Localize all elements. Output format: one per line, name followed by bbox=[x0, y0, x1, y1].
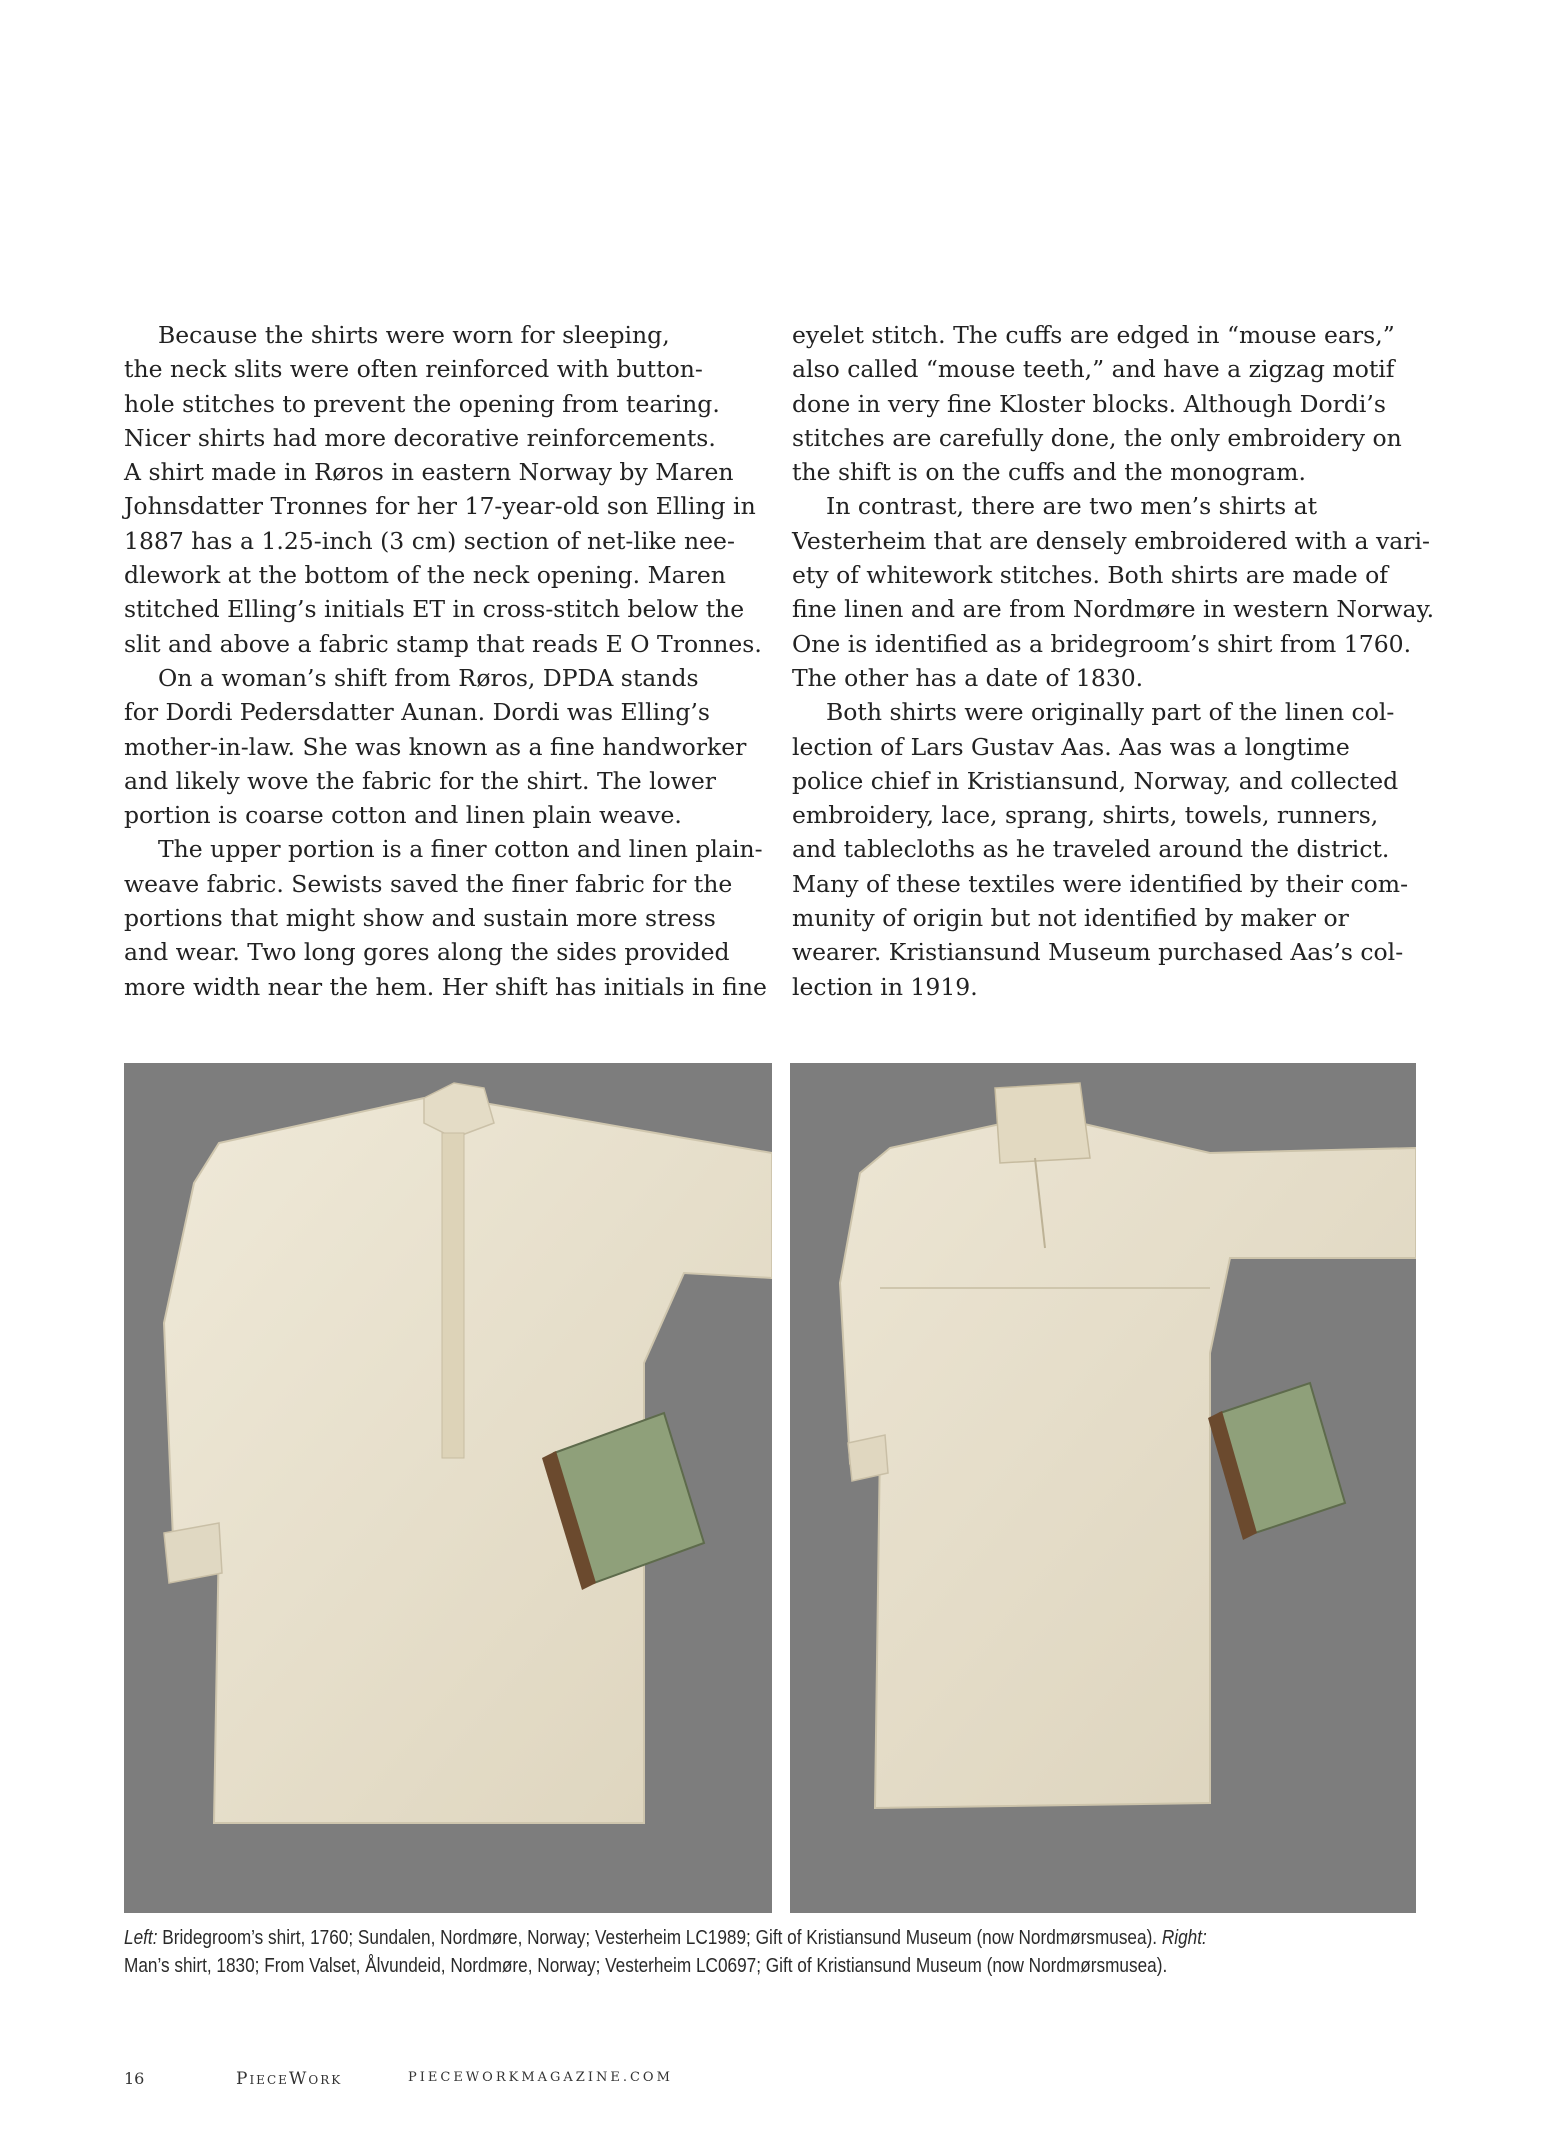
text-line: and likely wove the fabric for the shirt. The lower bbox=[124, 766, 717, 795]
text-line: The other has a date of 1830. bbox=[792, 663, 1144, 692]
text-line: weave fabric. Sewists saved the finer fabric for the bbox=[124, 869, 733, 898]
text-line: stitches are carefully done, the only embroidery on bbox=[792, 423, 1402, 452]
text-line: portions that might show and sustain more stress bbox=[124, 904, 716, 933]
text-line: The upper portion is a finer cotton and linen plain- bbox=[158, 835, 763, 864]
shirt-illustration-left bbox=[124, 1063, 772, 1913]
text-line: dlework at the bottom of the neck opening. Maren bbox=[124, 561, 726, 590]
left-cuff bbox=[848, 1435, 888, 1481]
text-line: also called “mouse teeth,” and have a zigzag motif bbox=[792, 355, 1395, 384]
magazine-name: PieceWork bbox=[236, 2069, 343, 2089]
text-line: portion is coarse cotton and linen plain weave. bbox=[124, 801, 682, 830]
text-line: and wear. Two long gores along the sides provided bbox=[124, 938, 730, 967]
caption-line-1 bbox=[124, 1924, 1424, 1952]
text-line: ety of whitework stitches. Both shirts are made of bbox=[792, 561, 1388, 590]
caption-right-label: Right: bbox=[1161, 1927, 1207, 1949]
text-line: 1887 has a 1.25-inch (3 cm) section of net-like nee- bbox=[124, 526, 735, 555]
photo-mans-shirt bbox=[790, 1063, 1416, 1913]
text-line: munity of origin but not identified by maker or bbox=[792, 904, 1349, 933]
article-right-column bbox=[792, 318, 1435, 1004]
paragraph bbox=[792, 318, 1422, 489]
text-line: embroidery, lace, sprang, shirts, towels, runners, bbox=[792, 801, 1379, 830]
caption-line-2: Man’s shirt, 1830; From Valset, Ålvundeid, Nordmøre, Norway; Vesterheim LC0697; Gift of Kristiansund Museum (now Nordmørsmusea). bbox=[124, 1955, 1168, 1977]
shirt-body bbox=[164, 1098, 772, 1823]
text-line: Both shirts were originally part of the linen col- bbox=[826, 698, 1395, 727]
magazine-url: PIECEWORKMAGAZINE.COM bbox=[408, 2070, 673, 2085]
text-line: lection of Lars Gustav Aas. Aas was a longtime bbox=[792, 732, 1350, 761]
text-line: A shirt made in Røros in eastern Norway by Maren bbox=[124, 458, 734, 487]
text-line: fine linen and are from Nordmøre in western Norway. bbox=[792, 595, 1435, 624]
text-line: One is identified as a bridegroom’s shirt from 1760. bbox=[792, 629, 1412, 658]
text-line: the shift is on the cuffs and the monogram. bbox=[792, 458, 1306, 487]
text-line: police chief in Kristiansund, Norway, and collected bbox=[792, 766, 1399, 795]
embroidered-placket bbox=[442, 1133, 464, 1458]
text-line: wearer. Kristiansund Museum purchased Aas’s col- bbox=[792, 938, 1404, 967]
text-line: slit and above a fabric stamp that reads E O Tronnes. bbox=[124, 629, 762, 658]
text-line: On a woman’s shift from Røros, DPDA stands bbox=[158, 663, 699, 692]
paragraph bbox=[124, 318, 762, 661]
text-line: In contrast, there are two men’s shirts at bbox=[826, 492, 1318, 521]
text-line: Johnsdatter Tronnes for her 17-year-old son Elling in bbox=[124, 492, 756, 521]
text-line: lection in 1919. bbox=[792, 972, 978, 1001]
photo-caption bbox=[124, 1924, 1424, 1980]
text-line: Many of these textiles were identified by their com- bbox=[792, 869, 1409, 898]
paragraph bbox=[124, 832, 767, 1003]
paragraph bbox=[792, 489, 1435, 695]
caption-left-text: Bridegroom’s shirt, 1760; Sundalen, Nordmøre, Norway; Vesterheim LC1989; Gift of Kristiansund Museum (now Nordmørsmusea). bbox=[157, 1927, 1162, 1949]
article-left-column bbox=[124, 318, 767, 1004]
text-line: more width near the hem. Her shift has initials in fine bbox=[124, 972, 767, 1001]
shirt-illustration-right bbox=[790, 1063, 1416, 1913]
caption-left-label: Left: bbox=[124, 1927, 158, 1949]
photo-bridegroom-shirt bbox=[124, 1063, 772, 1913]
text-line: hole stitches to prevent the opening from tearing. bbox=[124, 389, 720, 418]
text-line: eyelet stitch. The cuffs are edged in “mouse ears,” bbox=[792, 321, 1395, 349]
text-line: Nicer shirts had more decorative reinforcements. bbox=[124, 423, 716, 452]
text-line: mother-in-law. She was known as a fine handworker bbox=[124, 732, 747, 761]
text-line: Vesterheim that are densely embroidered with a vari- bbox=[792, 526, 1430, 555]
text-line: the neck slits were often reinforced with button- bbox=[124, 355, 703, 384]
page-number: 16 bbox=[124, 2069, 145, 2088]
paragraph bbox=[792, 695, 1422, 1004]
book-icon bbox=[1208, 1383, 1345, 1540]
lace-collar bbox=[995, 1083, 1090, 1163]
text-line: for Dordi Pedersdatter Aunan. Dordi was Elling’s bbox=[124, 698, 710, 727]
left-cuff bbox=[164, 1523, 222, 1583]
text-line: done in very fine Kloster blocks. Although Dordi’s bbox=[792, 389, 1386, 418]
text-line: stitched Elling’s initials ET in cross-stitch below the bbox=[124, 595, 745, 624]
paragraph bbox=[124, 661, 754, 832]
text-line: and tablecloths as he traveled around the district. bbox=[792, 835, 1390, 864]
text-line: Because the shirts were worn for sleeping, bbox=[158, 321, 670, 349]
